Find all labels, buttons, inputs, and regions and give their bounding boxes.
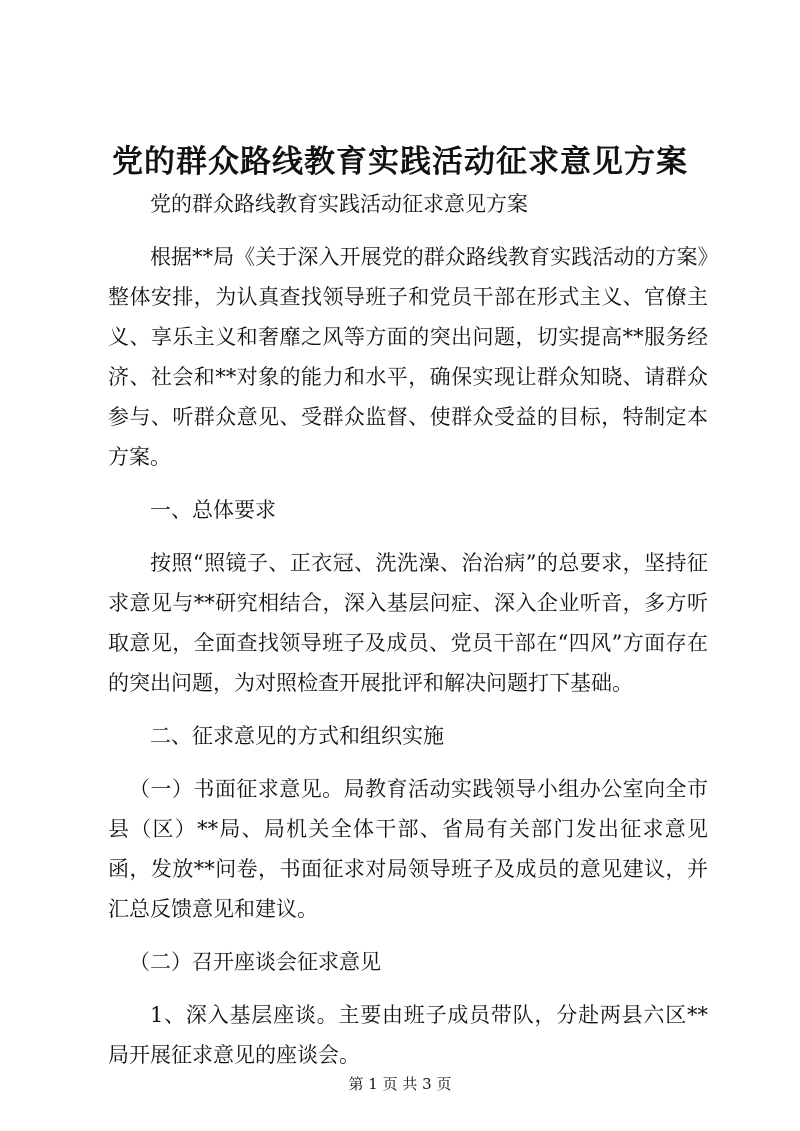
section-heading-general-requirements: 一、总体要求 (150, 498, 276, 522)
section-heading-methods: 二、征求意见的方式和组织实施 (150, 724, 444, 748)
intro-paragraph: 根据**局《关于深入开展党的群众路线教育实践活动的方案》整体安排，为认真查找领导班子和党员干部在形式主义、官僚主义、享乐主义和奢靡之风等方面的突出问题，切实提高**服务经济、社会和**对象的能力和水平，确保实现让群众知晓、请群众参与、听群众意见、受群众监督、使群众受益的目标，特制定本方案。 (108, 245, 708, 469)
subtitle-paragraph: 党的群众路线教育实践活动征求意见方案 (150, 192, 528, 216)
page-footer: 第 1 页 共 3 页 (348, 1075, 452, 1093)
general-requirements-paragraph: 按照“照镜子、正衣冠、洗洗澡、治治病”的总要求，坚持征求意见与**研究相结合，深入基层问症、深入企业听音，多方听取意见，全面查找领导班子及成员、党员干部在“四风”方面存在的突出问题，为对照检查开展批评和解决问题打下基础。 (108, 551, 708, 695)
written-opinions-paragraph: （一）书面征求意见。局教育活动实践领导小组办公室向全市县（区）**局、局机关全体干部、省局有关部门发出征求意见函，发放**问卷，书面征求对局领导班子及成员的意见建议，并汇总反馈意见和建议。 (108, 777, 708, 921)
subsection-heading-symposium: （二）召开座谈会征求意见 (129, 950, 381, 974)
grassroots-symposium-paragraph: 1、深入基层座谈。主要由班子成员带队，分赴两县六区**局开展征求意见的座谈会。 (108, 1003, 708, 1067)
document-body (108, 184, 708, 1088)
document-title: 党的群众路线教育实践活动征求意见方案 (112, 144, 688, 180)
